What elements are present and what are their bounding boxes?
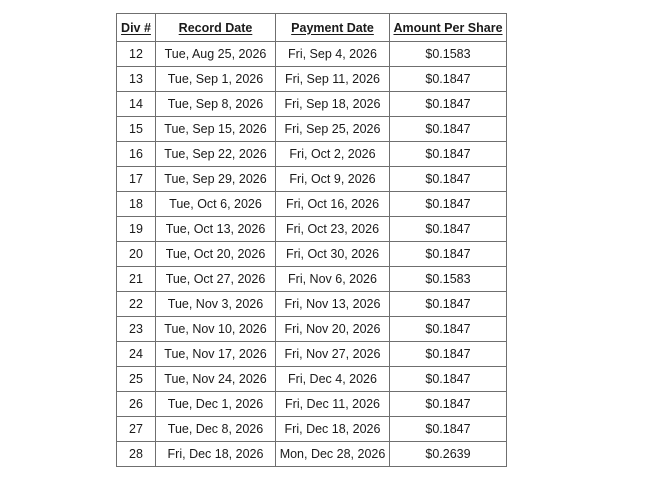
payment-date-cell: Fri, Dec 18, 2026 [276, 417, 390, 442]
div-number-cell: 13 [117, 67, 156, 92]
table-row [117, 442, 507, 467]
payment-date-cell: Fri, Oct 30, 2026 [276, 242, 390, 267]
div-number-cell: 20 [117, 242, 156, 267]
div-number-cell: 21 [117, 267, 156, 292]
record-date-cell: Tue, Oct 20, 2026 [156, 242, 276, 267]
amount-per-share-cell: $0.1847 [390, 167, 507, 192]
record-date-cell: Tue, Oct 27, 2026 [156, 267, 276, 292]
payment-date-cell: Fri, Oct 9, 2026 [276, 167, 390, 192]
payment-date-cell: Fri, Sep 4, 2026 [276, 42, 390, 67]
payment-date-cell: Mon, Dec 28, 2026 [276, 442, 390, 467]
record-date-cell: Fri, Dec 18, 2026 [156, 442, 276, 467]
payment-date-cell: Fri, Sep 11, 2026 [276, 67, 390, 92]
record-date-cell: Tue, Nov 24, 2026 [156, 367, 276, 392]
payment-date-cell: Fri, Nov 6, 2026 [276, 267, 390, 292]
record-date-cell: Tue, Sep 22, 2026 [156, 142, 276, 167]
div-number-cell: 28 [117, 442, 156, 467]
table-row [117, 392, 507, 417]
dividend-schedule-table [116, 13, 507, 467]
column-header-record-date: Record Date [156, 14, 276, 42]
payment-date-cell: Fri, Oct 23, 2026 [276, 217, 390, 242]
amount-per-share-cell: $0.1583 [390, 42, 507, 67]
div-number-cell: 27 [117, 417, 156, 442]
table-row [117, 242, 507, 267]
div-number-cell: 14 [117, 92, 156, 117]
amount-per-share-cell: $0.1847 [390, 367, 507, 392]
record-date-cell: Tue, Oct 6, 2026 [156, 192, 276, 217]
table-row [117, 367, 507, 392]
div-number-cell: 23 [117, 317, 156, 342]
payment-date-cell: Fri, Dec 4, 2026 [276, 367, 390, 392]
amount-per-share-cell: $0.1847 [390, 417, 507, 442]
table-row [117, 292, 507, 317]
record-date-cell: Tue, Nov 3, 2026 [156, 292, 276, 317]
div-number-cell: 16 [117, 142, 156, 167]
div-number-cell: 22 [117, 292, 156, 317]
div-number-cell: 15 [117, 117, 156, 142]
column-header-payment-date: Payment Date [276, 14, 390, 42]
record-date-cell: Tue, Nov 17, 2026 [156, 342, 276, 367]
table-row [117, 117, 507, 142]
record-date-cell: Tue, Oct 13, 2026 [156, 217, 276, 242]
amount-per-share-cell: $0.1583 [390, 267, 507, 292]
amount-per-share-cell: $0.1847 [390, 392, 507, 417]
record-date-cell: Tue, Sep 8, 2026 [156, 92, 276, 117]
record-date-cell: Tue, Sep 1, 2026 [156, 67, 276, 92]
table-row [117, 217, 507, 242]
table-header-row [117, 14, 507, 42]
payment-date-cell: Fri, Nov 20, 2026 [276, 317, 390, 342]
amount-per-share-cell: $0.1847 [390, 92, 507, 117]
payment-date-cell: Fri, Sep 18, 2026 [276, 92, 390, 117]
table-row [117, 142, 507, 167]
div-number-cell: 18 [117, 192, 156, 217]
div-number-cell: 26 [117, 392, 156, 417]
record-date-cell: Tue, Sep 15, 2026 [156, 117, 276, 142]
amount-per-share-cell: $0.2639 [390, 442, 507, 467]
table-row [117, 67, 507, 92]
table-row [117, 92, 507, 117]
payment-date-cell: Fri, Dec 11, 2026 [276, 392, 390, 417]
div-number-cell: 12 [117, 42, 156, 67]
table-row [117, 192, 507, 217]
record-date-cell: Tue, Dec 1, 2026 [156, 392, 276, 417]
table-row [117, 342, 507, 367]
payment-date-cell: Fri, Oct 16, 2026 [276, 192, 390, 217]
record-date-cell: Tue, Nov 10, 2026 [156, 317, 276, 342]
amount-per-share-cell: $0.1847 [390, 342, 507, 367]
table-row [117, 267, 507, 292]
payment-date-cell: Fri, Oct 2, 2026 [276, 142, 390, 167]
payment-date-cell: Fri, Sep 25, 2026 [276, 117, 390, 142]
record-date-cell: Tue, Sep 29, 2026 [156, 167, 276, 192]
div-number-cell: 17 [117, 167, 156, 192]
div-number-cell: 24 [117, 342, 156, 367]
record-date-cell: Tue, Dec 8, 2026 [156, 417, 276, 442]
amount-per-share-cell: $0.1847 [390, 317, 507, 342]
amount-per-share-cell: $0.1847 [390, 142, 507, 167]
payment-date-cell: Fri, Nov 13, 2026 [276, 292, 390, 317]
amount-per-share-cell: $0.1847 [390, 117, 507, 142]
column-header-amount-per-share: Amount Per Share [390, 14, 507, 42]
amount-per-share-cell: $0.1847 [390, 67, 507, 92]
table-row [117, 417, 507, 442]
column-header-div-number: Div # [117, 14, 156, 42]
amount-per-share-cell: $0.1847 [390, 217, 507, 242]
record-date-cell: Tue, Aug 25, 2026 [156, 42, 276, 67]
table-row [117, 167, 507, 192]
div-number-cell: 19 [117, 217, 156, 242]
amount-per-share-cell: $0.1847 [390, 192, 507, 217]
amount-per-share-cell: $0.1847 [390, 292, 507, 317]
table-row [117, 317, 507, 342]
amount-per-share-cell: $0.1847 [390, 242, 507, 267]
payment-date-cell: Fri, Nov 27, 2026 [276, 342, 390, 367]
table-row [117, 42, 507, 67]
div-number-cell: 25 [117, 367, 156, 392]
table-body [117, 42, 507, 467]
